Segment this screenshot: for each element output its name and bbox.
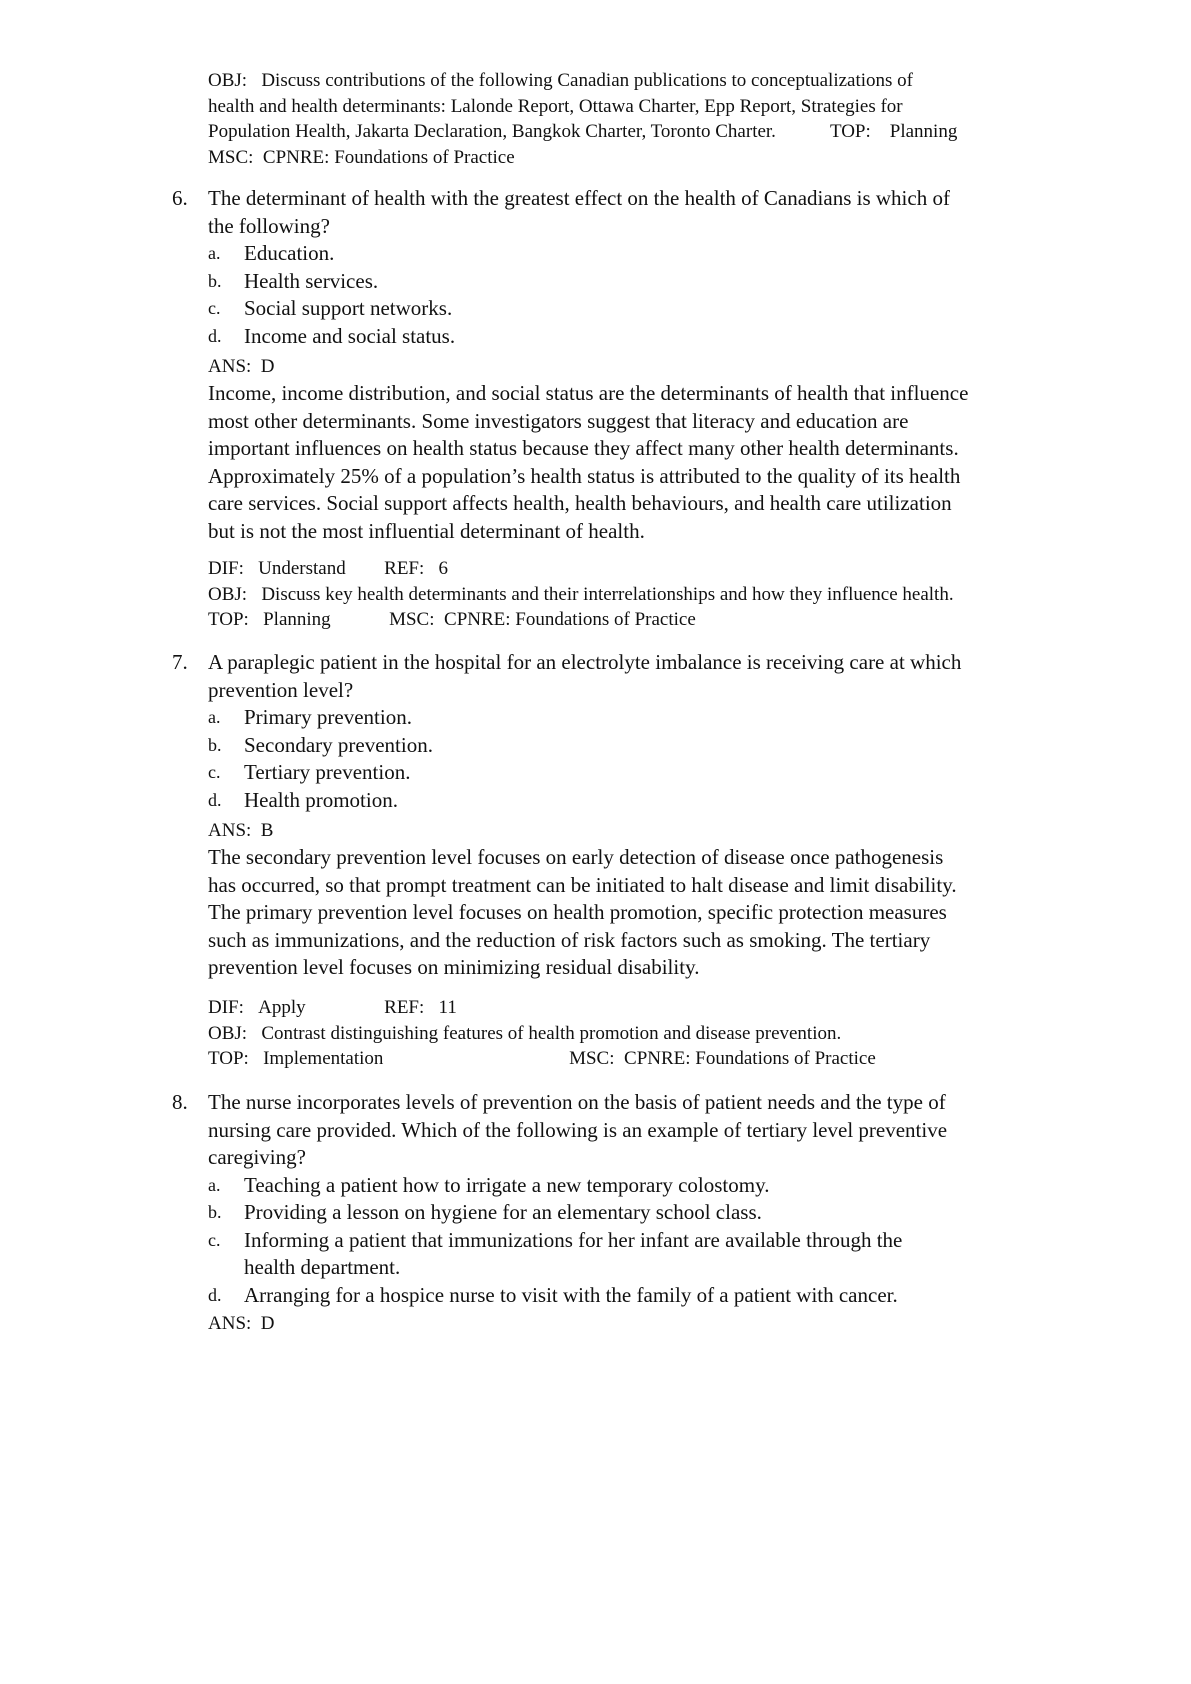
q5-metadata [208, 68, 1108, 170]
question-number: 6. [172, 186, 188, 210]
top-value: Implementation [263, 1048, 384, 1069]
rationale-line: care services. Social support affects health, health behaviours, and health care utilization [208, 491, 952, 515]
option-letter: c. [208, 1229, 221, 1250]
top-value: Planning [263, 609, 331, 630]
option-b [208, 1199, 1092, 1227]
msc-label: MSC: [569, 1048, 615, 1069]
option-c [208, 295, 1092, 323]
option-a [208, 1172, 1092, 1200]
obj-label: OBJ: [208, 583, 248, 605]
msc-label: MSC: [389, 609, 435, 630]
q7-metadata [208, 995, 1108, 1072]
option-a [208, 704, 1092, 732]
question-stem [208, 649, 1092, 704]
question-6 [172, 185, 1092, 350]
question-8 [172, 1089, 1092, 1309]
option-letter: a. [208, 707, 221, 727]
ref-label: REF: [384, 558, 425, 579]
option-text: Health promotion. [244, 787, 398, 812]
option-d [208, 1282, 1092, 1310]
question-stem [208, 185, 1092, 240]
obj-label: OBJ: [208, 1022, 248, 1044]
rationale-line: has occurred, so that prompt treatment can be initiated to halt disease and limit disability. [208, 872, 957, 897]
answer-8 [208, 1311, 1108, 1337]
option-letter: a. [208, 243, 221, 263]
option-letter: c. [208, 298, 221, 318]
ref-label: REF: [384, 997, 425, 1018]
rationale [208, 380, 1108, 545]
option-text: Education. [244, 241, 335, 265]
stem-line: A paraplegic patient in the hospital for an electrolyte imbalance is receiving care at which [208, 650, 962, 674]
msc-value: CPNRE: Foundations of Practice [624, 1048, 876, 1069]
question-number: 7. [172, 650, 188, 674]
option-text: Tertiary prevention. [244, 760, 411, 784]
answer-6 [208, 354, 1108, 545]
ans-label: ANS: [208, 356, 252, 377]
option-letter: d. [208, 789, 222, 810]
obj-text: Contrast distinguishing features of health promotion and disease prevention. [261, 1022, 842, 1044]
stem-line: caregiving? [208, 1145, 306, 1169]
stem-line: The determinant of health with the greatest effect on the health of Canadians is which of [208, 186, 950, 210]
option-letter: c. [208, 762, 221, 782]
option-b [208, 268, 1092, 296]
option-letter: d. [208, 325, 222, 346]
stem-line: the following? [208, 213, 330, 238]
msc-value: CPNRE: Foundations of Practice [262, 146, 515, 168]
top-value: Planning [889, 121, 958, 142]
question-7 [172, 649, 1092, 814]
answer-7 [208, 818, 1108, 982]
dif-label: DIF: [208, 558, 244, 579]
ans-value: B [260, 820, 274, 841]
obj-text: Discuss contributions of the following Canadian publications to conceptualizations of [261, 70, 914, 91]
option-text: Arranging for a hospice nurse to visit with the family of a patient with cancer. [244, 1282, 898, 1307]
top-label: TOP: [829, 121, 871, 142]
option-letter: b. [208, 734, 222, 755]
option-letter: b. [208, 270, 222, 291]
ref-value: 6 [438, 558, 449, 579]
option-a [208, 240, 1092, 268]
stem-line: prevention level? [208, 677, 354, 702]
rationale [208, 844, 1108, 982]
option-text: Income and social status. [244, 323, 456, 348]
dif-label: DIF: [208, 997, 244, 1018]
obj-text: Population Health, Jakarta Declaration, Bangkok Charter, Toronto Charter. [208, 121, 776, 142]
top-label: TOP: [208, 609, 249, 630]
ref-value: 11 [438, 997, 457, 1018]
option-c [208, 759, 1092, 787]
msc-label: MSC: [208, 146, 254, 168]
option-letter: b. [208, 1202, 222, 1222]
option-text: Social support networks. [244, 296, 453, 320]
question-number: 8. [172, 1090, 188, 1114]
rationale-line: Approximately 25% of a population’s health status is attributed to the quality of its health [208, 463, 961, 488]
option-text: Secondary prevention. [244, 732, 433, 757]
question-stem [208, 1089, 1092, 1172]
rationale-line: The primary prevention level focuses on health promotion, specific protection measures [208, 900, 947, 924]
q6-metadata [208, 556, 1108, 633]
option-d [208, 787, 1092, 815]
rationale-line: such as immunizations, and the reduction of risk factors such as smoking. The tertiary [208, 927, 931, 952]
option-d [208, 323, 1092, 351]
option-letter: d. [208, 1284, 222, 1305]
option-letter: a. [208, 1174, 221, 1195]
rationale-line: important influences on health status because they affect many other health determinants. [208, 436, 959, 460]
stem-line: The nurse incorporates levels of prevention on the basis of patient needs and the type of [208, 1090, 946, 1114]
rationale-line: but is not the most influential determinant of health. [208, 518, 645, 543]
option-b [208, 732, 1092, 760]
rationale-line: prevention level focuses on minimizing residual disability. [208, 955, 700, 979]
obj-text: Discuss key health determinants and their interrelationships and how they influence health. [261, 583, 954, 605]
dif-value: Apply [258, 997, 306, 1018]
obj-text: health and health determinants: Lalonde Report, Ottawa Charter, Epp Report, Strategies for [208, 95, 903, 117]
option-text: Providing a lesson on hygiene for an elementary school class. [244, 1200, 762, 1224]
option-text: Primary prevention. [244, 705, 412, 729]
rationale-line: most other determinants. Some investigators suggest that literacy and education are [208, 408, 909, 433]
ans-value: D [260, 1313, 275, 1334]
rationale-line: Income, income distribution, and social status are the determinants of health that influence [208, 381, 969, 405]
ans-label: ANS: [208, 1313, 252, 1334]
option-c [208, 1227, 1092, 1282]
rationale-line: The secondary prevention level focuses on early detection of disease once pathogenesis [208, 845, 944, 869]
ans-value: D [260, 356, 275, 377]
option-text: Health services. [244, 268, 379, 293]
option-text-continued: health department. [244, 1255, 401, 1279]
obj-label: OBJ: [208, 70, 248, 91]
option-text: Informing a patient that immunizations for her infant are available through the [244, 1227, 903, 1252]
msc-value: CPNRE: Foundations of Practice [444, 609, 696, 630]
top-label: TOP: [208, 1048, 249, 1069]
stem-line: nursing care provided. Which of the following is an example of tertiary level preventive [208, 1117, 948, 1142]
option-text: Teaching a patient how to irrigate a new temporary colostomy. [244, 1172, 770, 1197]
dif-value: Understand [258, 558, 346, 579]
ans-label: ANS: [208, 820, 252, 841]
